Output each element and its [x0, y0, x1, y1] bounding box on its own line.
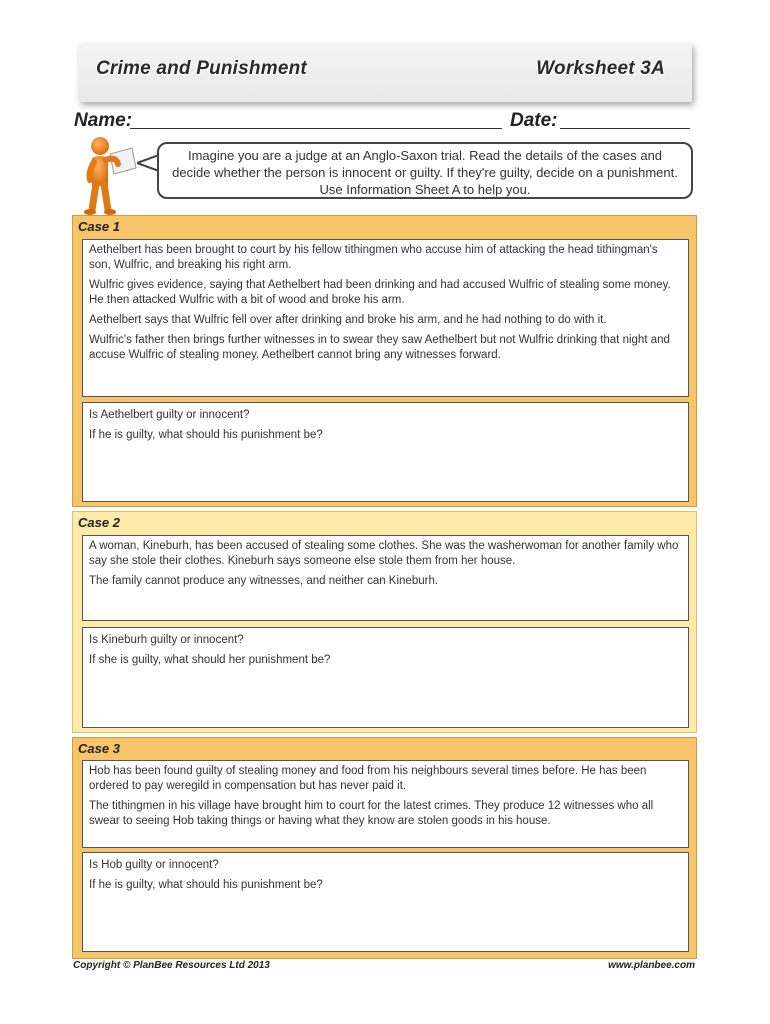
case-paragraph: The tithingmen in his village have brought him to court for the latest crimes. They produce 12 witnesses who all swear to seeing Hob taking things or having what they know are stolen goods in his house.: [89, 800, 654, 827]
question-punishment: If she is guilty, what should her punishment be?: [89, 654, 331, 666]
case-2-details: [82, 535, 689, 621]
name-date-row: [74, 110, 694, 134]
case-paragraph: Hob has been found guilty of stealing money and food from his neighbours several times before. He has been ordered to pay weregild in compensation but has never paid it.: [89, 765, 647, 792]
question-punishment: If he is guilty, what should his punishment be?: [89, 429, 323, 441]
name-field[interactable]: [130, 128, 502, 129]
question-guilty: Is Kineburh guilty or innocent?: [89, 634, 244, 646]
name-label: Name:: [74, 110, 133, 131]
case-title: Case 1: [78, 219, 120, 234]
worksheet-title: Crime and Punishment: [96, 58, 307, 79]
question-guilty: Is Aethelbert guilty or innocent?: [89, 409, 250, 421]
case-paragraph: A woman, Kineburh, has been accused of stealing some clothes. She was the washerwoman for another family who say she stole their clothes. Kineburh says someone else stole them from her house.: [89, 540, 679, 567]
date-field[interactable]: [560, 128, 690, 129]
date-label: Date:: [510, 110, 558, 131]
case-paragraph: The family cannot produce any witnesses, and neither can Kineburh.: [89, 575, 439, 587]
copyright-text: Copyright © PlanBee Resources Ltd 2013: [73, 960, 270, 971]
case-paragraph: Wulfric gives evidence, saying that Aethelbert had been drinking and had accused Wulfric of stealing some money. He then attacked Wulfric with a bit of wood and broke his arm.: [89, 279, 671, 306]
case-paragraph: Aethelbert says that Wulfric fell over after drinking and broke his arm, and he had nothing to do with it.: [89, 314, 607, 326]
instructions-bubble: Imagine you are a judge at an Anglo-Saxon trial. Read the details of the cases and decide whether the person is innocent or guilty. If they're guilty, decide on a punishment. Use Information Sheet A to help you.: [157, 142, 693, 199]
case-3-section: [72, 737, 697, 959]
case-1-section: [72, 215, 697, 507]
question-guilty: Is Hob guilty or innocent?: [89, 859, 219, 871]
case-title: Case 3: [78, 741, 120, 756]
case-title: Case 2: [78, 515, 120, 530]
question-punishment: If he is guilty, what should his punishment be?: [89, 879, 323, 891]
case-3-details: [82, 760, 689, 848]
case-paragraph: Aethelbert has been brought to court by his fellow tithingmen who accuse him of attacking the head tithingman's son, Wulfric, and breaking his right arm.: [89, 244, 658, 271]
case-1-details: [82, 239, 689, 397]
case-1-answer-box[interactable]: [82, 402, 689, 502]
case-2-section: [72, 511, 697, 733]
judge-figure-icon: [80, 134, 144, 216]
case-paragraph: Wulfric's father then brings further witnesses in to swear they saw Aethelbert but not Wulfric drinking that night and accuse Wulfric of stealing money. Aethelbert cannot bring any witnesses forward.: [89, 334, 670, 361]
website-link[interactable]: www.planbee.com: [608, 960, 695, 971]
case-3-answer-box[interactable]: [82, 852, 689, 952]
case-2-answer-box[interactable]: [82, 627, 689, 728]
worksheet-number: Worksheet 3A: [536, 58, 665, 79]
